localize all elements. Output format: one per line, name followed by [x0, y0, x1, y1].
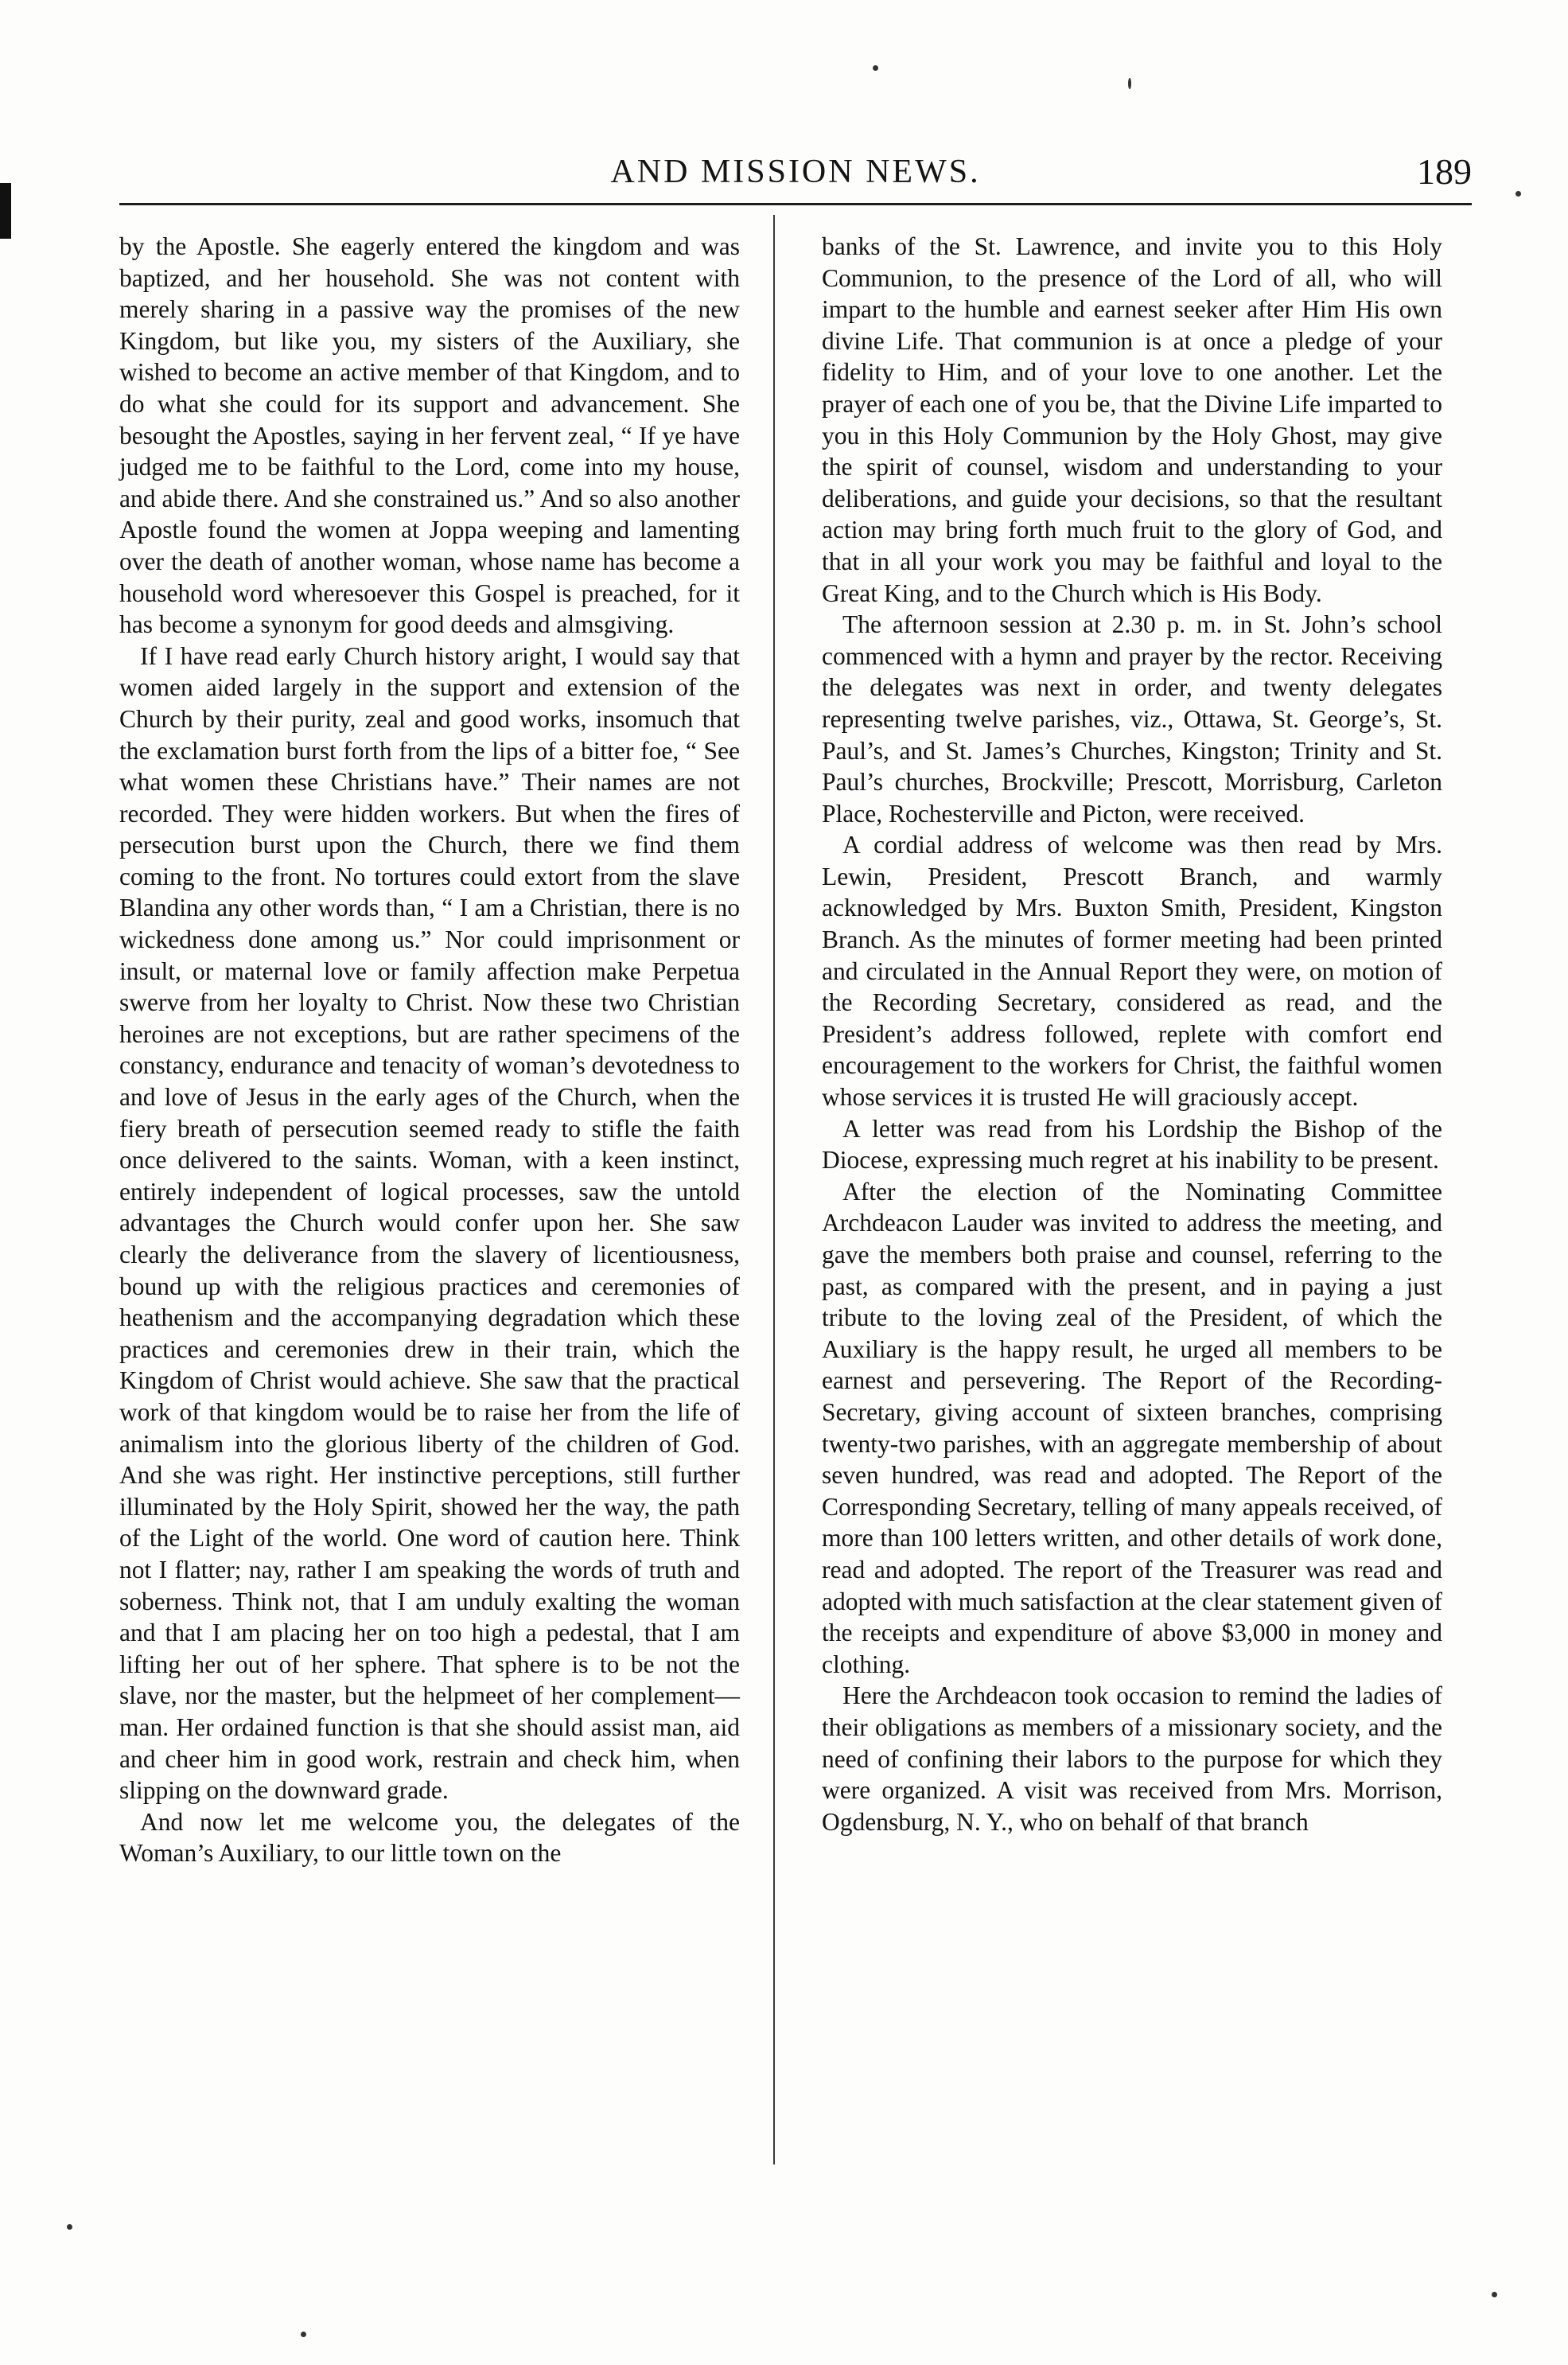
running-head [119, 148, 1472, 196]
running-title: AND MISSION NEWS. [610, 154, 981, 190]
print-speck [1492, 2292, 1497, 2297]
page-number: 189 [1417, 151, 1472, 192]
print-speck [1515, 191, 1521, 197]
paragraph: A cordial address of welcome was then read by Mrs. Lewin, President, Prescott Branch, and warmly acknowledged by Mrs. Buxton Smith, President, Kingston Branch. As the minutes of former meeting had been printed and circulated in the Annual Report they were, on motion of the Recording Secretary, considered as read, and the President’s address followed, replete with comfort end encouragement to the workers for Christ, the faithful women whose services it is trusted He will graciously accept. [822, 831, 1442, 1112]
paragraph: by the Apostle. She eagerly entered the kingdom and was baptized, and her household. She was not content with merely sharing in a passive way the promises of the new Kingdom, but like you, my sisters of the Auxiliary, she wished to become an active member of that Kingdom, and to do what she could for its support and advancement. She besought the Apostles, saying in her fervent zeal, “ If ye have judged me to be faithful to the Lord, come into my house, and abide there. And she constrained us.” And so also another Apostle found the women at Joppa weeping and lamenting over the death of another woman, whose name has become a household word wheresoever this Gospel is preached, for it has become a synonym for good deeds and almsgiving. [119, 232, 740, 639]
binding-edge-mark [0, 183, 11, 239]
paragraph: And now let me welcome you, the delegates of the Woman’s Auxiliary, to our little town on the [119, 1807, 740, 1868]
paragraph: A letter was read from his Lordship the Bishop of the Diocese, expressing much regret at his inability to be present. [822, 1114, 1442, 1175]
paragraph: If I have read early Church history aright, I would say that women aided largely in the support and extension of the Church by their purity, zeal and good works, insomuch that the exclamation burst forth from the lips of a bitter foe, “ See what women these Christians have.” Their names are not recorded. They were hidden workers. But when the fires of persecution burst upon the Church, there we find them coming to the front. No tortures could extort from the slave Blandina any other words than, “ I am a Christian, there is no wickedness done among us.” Nor could imprisonment or insult, or maternal love or family affection make Perpetua swerve from her loyalty to Christ. Now these two Christian heroines are not exceptions, but are rather specimens of the constancy, endurance and tenacity of woman’s devotedness to and love of Jesus in the early ages of the Church, when the fiery breath of persecution seemed ready to stifle the faith once delivered to the saints. Woman, with a keen instinct, entirely independent of logical processes, saw the untold advantages the Church would confer upon her. She saw clearly the deliverance from the slavery of licentiousness, bound up with the religious practices and ceremonies of heathenism and the accompanying degradation which these practices and ceremonies drew in their train, which the Kingdom of Christ would achieve. She saw that the practical work of that kingdom would be to raise her from the life of animalism into the glorious liberty of the children of God. And she was right. Her instinctive perceptions, still further illuminated by the Holy Spirit, showed her the way, the path of the Light of the world. One word of caution here. Think not I flatter; nay, rather I am speaking the words of truth and soberness. Think not, that I am unduly exalting the woman and that I am placing her on too high a pedestal, that I am lifting her out of her sphere. That sphere is to be not the slave, nor the master, but the helpmeet of her complement—man. Her ordained function is that she should assist man, aid and cheer him in good work, restrain and check him, when slipping on the downward grade. [119, 641, 740, 1805]
right-column [822, 231, 1442, 1837]
print-speck [1128, 78, 1131, 89]
paragraph: banks of the St. Lawrence, and invite you to this Holy Communion, to the presence of the Lord of all, who will impart to the humble and earnest seeker after Him His own divine Life. That communion is at once a pledge of your fidelity to Him, and of your love to one another. Let the prayer of each one of you be, that the Divine Life imparted to you in this Holy Communion by the Holy Ghost, may give the spirit of counsel, wisdom and understanding to your deliberations, and guide your decisions, so that the resultant action may bring forth much fruit to the glory of God, and that in all your work you may be faithful and loyal to the Great King, and to the Church which is His Body. [822, 232, 1442, 607]
print-speck [67, 2224, 72, 2230]
paragraph: Here the Archdeacon took occasion to remind the ladies of their obligations as members of a missionary society, and the need of confining their labors to the purpose for which they were organized. A visit was received from Mrs. Morrison, Ogdensburg, N. Y., who on behalf of that branch [822, 1681, 1442, 1836]
paragraph: After the election of the Nominating Committee Archdeacon Lauder was invited to address the meeting, and gave the members both praise and counsel, referring to the past, as compared with the present, and in paying a just tribute to the loving zeal of the President, of which the Auxiliary is the happy result, he urged all members to be earnest and persevering. The Report of the Recording-Secretary, giving account of sixteen branches, comprising twenty-two parishes, with an aggregate membership of about seven hundred, was read and adopted. The Report of the Corresponding Secretary, telling of many appeals received, of more than 100 letters written, and other details of work done, read and adopted. The report of the Treasurer was read and adopted with much satisfaction at the clear statement given of the receipts and expenditure of above $3,000 in money and clothing. [822, 1177, 1442, 1678]
left-column [119, 231, 740, 1869]
paragraph: The afternoon session at 2.30 p. m. in St. John’s school commenced with a hymn and prayer by the rector. Receiving the delegates was next in order, and twenty delegates representing twelve parishes, viz., Ottawa, St. George’s, St. Paul’s, and St. James’s Churches, Kingston; Trinity and St. Paul’s churches, Brockville; Prescott, Morrisburg, Carleton Place, Rochesterville and Picton, were received. [822, 610, 1442, 828]
column-divider [773, 215, 775, 2164]
print-speck [301, 2332, 306, 2337]
header-rule [119, 203, 1472, 205]
print-speck [873, 65, 878, 71]
